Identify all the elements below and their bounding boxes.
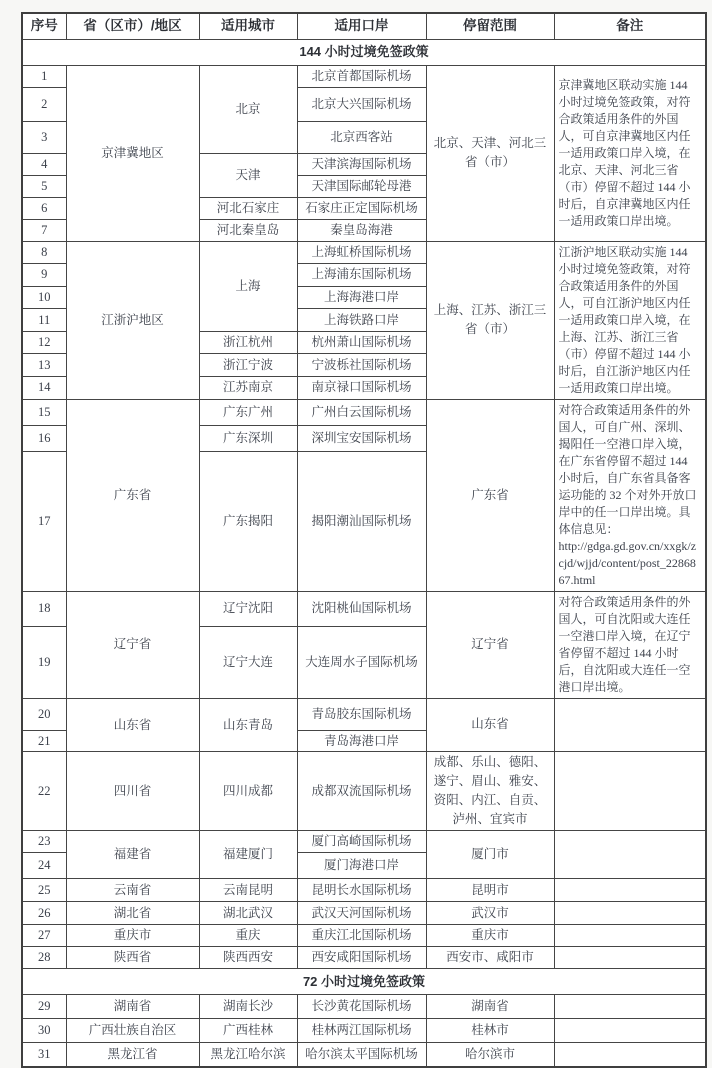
seq-cell: 5 xyxy=(22,175,66,197)
table-row xyxy=(22,1043,706,1067)
header-seq: 序号 xyxy=(22,13,66,39)
table-row xyxy=(22,698,706,730)
port-cell: 上海浦东国际机场 xyxy=(297,264,426,287)
stay-cell: 北京、天津、河北三省（市） xyxy=(426,65,554,241)
port-cell: 重庆江北国际机场 xyxy=(297,925,426,947)
table-row xyxy=(22,902,706,925)
stay-cell: 广东省 xyxy=(426,399,554,591)
city-cell: 福建厦门 xyxy=(199,831,297,879)
region-cell: 陕西省 xyxy=(66,947,199,969)
remark-cell xyxy=(554,752,706,831)
city-cell: 广西桂林 xyxy=(199,1019,297,1043)
transit-visa-table xyxy=(21,12,707,1068)
port-cell: 深圳宝安国际机场 xyxy=(297,426,426,452)
stay-cell: 哈尔滨市 xyxy=(426,1043,554,1067)
seq-cell: 6 xyxy=(22,197,66,219)
port-cell: 昆明长水国际机场 xyxy=(297,879,426,902)
table-row xyxy=(22,947,706,969)
port-cell: 天津国际邮轮母港 xyxy=(297,175,426,197)
port-cell: 长沙黄花国际机场 xyxy=(297,995,426,1019)
table-row xyxy=(22,925,706,947)
city-cell: 陕西西安 xyxy=(199,947,297,969)
port-cell: 成都双流国际机场 xyxy=(297,752,426,831)
port-cell: 秦皇岛海港 xyxy=(297,219,426,241)
remark-cell xyxy=(554,1043,706,1067)
table-row xyxy=(22,399,706,426)
stay-cell: 上海、江苏、浙江三省（市） xyxy=(426,241,554,399)
stay-cell: 辽宁省 xyxy=(426,591,554,698)
stay-cell: 山东省 xyxy=(426,698,554,752)
seq-cell: 10 xyxy=(22,286,66,309)
stay-cell: 桂林市 xyxy=(426,1019,554,1043)
region-cell: 云南省 xyxy=(66,879,199,902)
seq-cell: 22 xyxy=(22,752,66,831)
seq-cell: 1 xyxy=(22,65,66,87)
city-cell: 天津 xyxy=(199,153,297,197)
region-cell: 重庆市 xyxy=(66,925,199,947)
seq-cell: 4 xyxy=(22,153,66,175)
section-row-72h xyxy=(22,969,706,995)
seq-cell: 19 xyxy=(22,627,66,698)
port-cell: 沈阳桃仙国际机场 xyxy=(297,591,426,627)
region-cell: 湖南省 xyxy=(66,995,199,1019)
seq-cell: 24 xyxy=(22,853,66,879)
city-cell: 浙江宁波 xyxy=(199,354,297,377)
table-row xyxy=(22,591,706,627)
port-cell: 南京禄口国际机场 xyxy=(297,376,426,399)
port-cell: 青岛海港口岸 xyxy=(297,730,426,752)
seq-cell: 28 xyxy=(22,947,66,969)
city-cell: 河北石家庄 xyxy=(199,197,297,219)
seq-cell: 31 xyxy=(22,1043,66,1067)
port-cell: 广州白云国际机场 xyxy=(297,399,426,426)
stay-cell: 昆明市 xyxy=(426,879,554,902)
region-cell: 湖北省 xyxy=(66,902,199,925)
table-row xyxy=(22,241,706,264)
stay-cell: 西安市、咸阳市 xyxy=(426,947,554,969)
remark-cell xyxy=(554,995,706,1019)
port-cell: 西安咸阳国际机场 xyxy=(297,947,426,969)
city-cell: 辽宁沈阳 xyxy=(199,591,297,627)
remark-cell xyxy=(554,698,706,752)
city-cell: 湖南长沙 xyxy=(199,995,297,1019)
seq-cell: 27 xyxy=(22,925,66,947)
region-cell: 江浙沪地区 xyxy=(66,241,199,399)
city-cell: 云南昆明 xyxy=(199,879,297,902)
port-cell: 桂林两江国际机场 xyxy=(297,1019,426,1043)
table-row xyxy=(22,831,706,853)
seq-cell: 12 xyxy=(22,331,66,354)
seq-cell: 7 xyxy=(22,219,66,241)
seq-cell: 30 xyxy=(22,1019,66,1043)
city-cell: 江苏南京 xyxy=(199,376,297,399)
table-row xyxy=(22,879,706,902)
seq-cell: 26 xyxy=(22,902,66,925)
seq-cell: 21 xyxy=(22,730,66,752)
stay-cell: 重庆市 xyxy=(426,925,554,947)
city-cell: 重庆 xyxy=(199,925,297,947)
header-remark: 备注 xyxy=(554,13,706,39)
region-cell: 辽宁省 xyxy=(66,591,199,698)
header-port: 适用口岸 xyxy=(297,13,426,39)
city-cell: 黑龙江哈尔滨 xyxy=(199,1043,297,1067)
port-cell: 宁波栎社国际机场 xyxy=(297,354,426,377)
port-cell: 青岛胶东国际机场 xyxy=(297,698,426,730)
city-cell: 山东青岛 xyxy=(199,698,297,752)
stay-cell: 湖南省 xyxy=(426,995,554,1019)
table-row xyxy=(22,752,706,831)
table-row xyxy=(22,995,706,1019)
port-cell: 大连周水子国际机场 xyxy=(297,627,426,698)
port-cell: 北京首都国际机场 xyxy=(297,65,426,87)
remark-cell: 京津冀地区联动实施 144 小时过境免签政策，对符合政策适用条件的外国人，可自京津冀地区内任一适用政策口岸入境，在北京、天津、河北三省（市）停留不超过 144 小时后，自京津冀地区内任一适用政策口岸出境。 xyxy=(554,65,706,241)
section-row-144h xyxy=(22,39,706,65)
city-cell: 辽宁大连 xyxy=(199,627,297,698)
seq-cell: 20 xyxy=(22,698,66,730)
region-cell: 福建省 xyxy=(66,831,199,879)
seq-cell: 18 xyxy=(22,591,66,627)
header-row xyxy=(22,13,706,39)
port-cell: 北京大兴国际机场 xyxy=(297,87,426,121)
port-cell: 武汉天河国际机场 xyxy=(297,902,426,925)
remark-cell xyxy=(554,902,706,925)
seq-cell: 2 xyxy=(22,87,66,121)
port-cell: 杭州萧山国际机场 xyxy=(297,331,426,354)
remark-cell xyxy=(554,879,706,902)
city-cell: 河北秦皇岛 xyxy=(199,219,297,241)
stay-cell: 厦门市 xyxy=(426,831,554,879)
header-city: 适用城市 xyxy=(199,13,297,39)
table-row xyxy=(22,1019,706,1043)
region-cell: 山东省 xyxy=(66,698,199,752)
port-cell: 厦门高崎国际机场 xyxy=(297,831,426,853)
seq-cell: 9 xyxy=(22,264,66,287)
port-cell: 石家庄正定国际机场 xyxy=(297,197,426,219)
city-cell: 上海 xyxy=(199,241,297,331)
port-cell: 北京西客站 xyxy=(297,121,426,153)
port-cell: 上海海港口岸 xyxy=(297,286,426,309)
seq-cell: 16 xyxy=(22,426,66,452)
seq-cell: 15 xyxy=(22,399,66,426)
port-cell: 上海虹桥国际机场 xyxy=(297,241,426,264)
remark-cell: 对符合政策适用条件的外国人，可自广州、深圳、揭阳任一空港口岸入境，在广东省停留不超过 144 小时后，自广东省具备客运功能的 32 个对外开放口岸中的任一口岸出境。具体信息见：http://gdga.gd.gov.cn/xxgk/zcjd/wjjd/content/post_2286867.html xyxy=(554,399,706,591)
remark-cell xyxy=(554,925,706,947)
region-cell: 广西壮族自治区 xyxy=(66,1019,199,1043)
header-stay: 停留范围 xyxy=(426,13,554,39)
port-cell: 揭阳潮汕国际机场 xyxy=(297,451,426,591)
seq-cell: 11 xyxy=(22,309,66,332)
port-cell: 天津滨海国际机场 xyxy=(297,153,426,175)
city-cell: 浙江杭州 xyxy=(199,331,297,354)
table-row xyxy=(22,65,706,87)
seq-cell: 17 xyxy=(22,451,66,591)
seq-cell: 13 xyxy=(22,354,66,377)
remark-cell xyxy=(554,831,706,879)
city-cell: 广东广州 xyxy=(199,399,297,426)
remark-cell xyxy=(554,947,706,969)
remark-cell: 江浙沪地区联动实施 144 小时过境免签政策，对符合政策适用条件的外国人，可自江浙沪地区内任一适用政策口岸入境，在上海、江苏、浙江三省（市）停留不超过 144 小时后，自江浙沪地区内任一适用政策口岸出境。 xyxy=(554,241,706,399)
seq-cell: 8 xyxy=(22,241,66,264)
region-cell: 四川省 xyxy=(66,752,199,831)
port-cell: 厦门海港口岸 xyxy=(297,853,426,879)
section-title-72h: 72 小时过境免签政策 xyxy=(22,969,706,995)
city-cell: 广东揭阳 xyxy=(199,451,297,591)
port-cell: 哈尔滨太平国际机场 xyxy=(297,1043,426,1067)
region-cell: 广东省 xyxy=(66,399,199,591)
port-cell: 上海铁路口岸 xyxy=(297,309,426,332)
seq-cell: 3 xyxy=(22,121,66,153)
remark-cell: 对符合政策适用条件的外国人，可自沈阳或大连任一空港口岸入境，在辽宁省停留不超过 144 小时后，自沈阳或大连任一空港口岸出境。 xyxy=(554,591,706,698)
stay-cell: 成都、乐山、德阳、遂宁、眉山、雅安、资阳、内江、自贡、泸州、宜宾市 xyxy=(426,752,554,831)
section-title-144h: 144 小时过境免签政策 xyxy=(22,39,706,65)
remark-cell xyxy=(554,1019,706,1043)
city-cell: 湖北武汉 xyxy=(199,902,297,925)
seq-cell: 25 xyxy=(22,879,66,902)
region-cell: 京津冀地区 xyxy=(66,65,199,241)
city-cell: 广东深圳 xyxy=(199,426,297,452)
city-cell: 北京 xyxy=(199,65,297,153)
seq-cell: 23 xyxy=(22,831,66,853)
stay-cell: 武汉市 xyxy=(426,902,554,925)
city-cell: 四川成都 xyxy=(199,752,297,831)
header-region: 省（区市）/地区 xyxy=(66,13,199,39)
seq-cell: 29 xyxy=(22,995,66,1019)
region-cell: 黑龙江省 xyxy=(66,1043,199,1067)
seq-cell: 14 xyxy=(22,376,66,399)
